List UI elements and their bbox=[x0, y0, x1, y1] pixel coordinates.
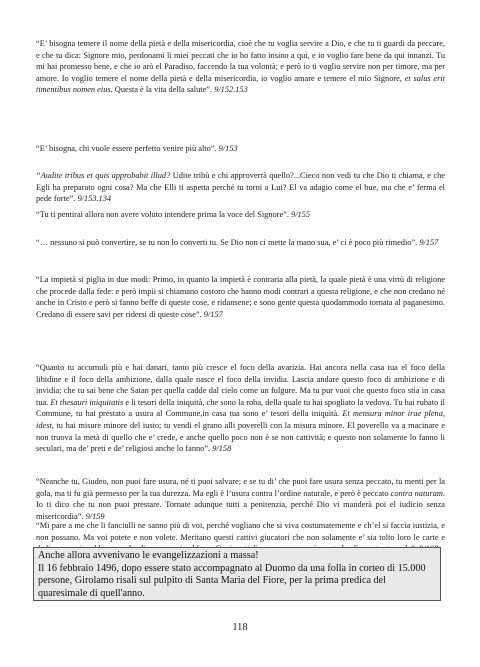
italic-text: Et mensura minor irae plena, idest, bbox=[36, 409, 445, 430]
quote-paragraph bbox=[36, 170, 445, 205]
italic-text: 9/157 bbox=[419, 238, 439, 247]
italic-text: 9/153 bbox=[218, 144, 238, 153]
paragraph-text: “Mi pare a me che li fanciulli ne sanno più di voi, perché vogliano che si viva costumatemente e ch’el si faccia iustizia, e non possano. Ma voi potete e non volete. Meritano questi cattivi giucatori che non solamente e’ sia tolto loro le carte e bbox=[36, 521, 445, 542]
paragraph-text: “Quanto tu accumuli più e hai danari, tanto più cresce el foco della avarizia. Hai ancora nella casa tua el foco della libidine e il foco della ambizione, dalla quale nasce el foco della invidia. Lascia andare questo foco di ambizione e di invidia; che tu sai bene che Satan per quella cadde dal cielo come un fulgure. Ma tu pur vuoi che questo foco stia in casa tua. bbox=[36, 363, 445, 407]
quote-paragraph bbox=[36, 362, 445, 455]
italic-text: 9/152.153 bbox=[214, 85, 248, 95]
quote-paragraph bbox=[36, 274, 445, 320]
italic-text: et salus erit timentibus nomen eius bbox=[36, 73, 446, 95]
paragraph-text: “… nessuno si può convertire, se tu non lo converti tu. Se Dio non ci mette la mano sua, e’ ci è poco più rimedio”. bbox=[36, 238, 420, 247]
paragraph-text: “E’ bisogna temere il nome della pietà e della misericordia, cioè che tu voglia servire a Dio, e che tu ti guardi da peccare, e che tu dica: Signore mio, perdonami li miei peccati che io ho fatto insino a qui, e io voglio fare bene da qui innanzi. Tu mi hai promesso bene, e che io arò el Paradiso, faccendo la tua volontà; e però io ti voglio servire non per timore, ma per amore. Io voglio temere el nome della pietà e della misericordia, io voglio amare e temere el mio Signore, bbox=[36, 39, 445, 83]
box-heading: Anche allora avvenivano le evangelizzazioni a massa! bbox=[38, 550, 259, 561]
italic-text: contra naturam bbox=[390, 488, 443, 498]
quote-paragraph bbox=[36, 237, 445, 249]
box-text: Il 16 febbraio 1496, dopo essere stato accompagnato al Duomo da una folla in corteo di 15.000 persone, Girolamo risalì sul pulpito di Santa Maria del Fiore, per la prima predica del quaresimale di quell'anno. bbox=[38, 562, 426, 599]
italic-text: 9/158 bbox=[212, 444, 232, 454]
paragraph-text: “Tu ti pentirai allora non avere voluto intendere prima la voce del Signore”. bbox=[36, 210, 292, 219]
italic-text: 9/153.134 bbox=[77, 194, 112, 204]
paragraph-text: “Neanche tu, Giudeo, non puoi fare usura, né ti puoi salvare; e se tu di’ che puoi fare usura senza peccato, tu menti per la gola, ma ti fu già permesso per la tua durezza. Ma egli è l’usura contra l’ordine naturale, e però è peccato bbox=[36, 477, 445, 498]
paragraph-text: tu hai misure minore del iusto; tu vendi el grano alli poverelli con la misura minore. El poverello va a macinare e non truova la metà di quello che e’ crede, e anche quello poco non è se non cattività; e questo non solamente lo fanno li seculari, ma de’ preti e de’ religiosi anche lo fanno”. bbox=[36, 420, 445, 454]
paragraph-text: . Io ti dico che tu non puoi prestare. Tornate adunque tutti a penitenzia, perché Dio vi manderà poi el iudicio senza misericordia”. bbox=[36, 488, 445, 521]
italic-text: 9/159 bbox=[85, 511, 105, 521]
page-number: 118 bbox=[232, 622, 248, 633]
quote-paragraph bbox=[36, 476, 445, 522]
quote-paragraph bbox=[36, 38, 445, 96]
paragraph-text: “La impietà si piglia in due modi: Primo, in quanto la impietà è contraria alla pietà, la quale pietà è una virtù di religione che procede dalla fede: e però impii si chiamano costoro che hanno modi contrari a questa religione, e che non credano né anche in Cristo e però si fanno beffe di queste cose, e ridansene; e sono gente questa quodammodo tornata al paganesimo. Credano di essere savi per ridersi di queste cose”. bbox=[36, 275, 445, 319]
paragraph-text: e li tesori della iniquità, che sono la roba, della quale tu hai spogliato la vedova. Tu hai rubato il Commune, tu hai prestato a usura al Commune,in casa tua sono e’ tesori della iniquità. bbox=[36, 397, 445, 419]
paragraph-text: Udite tribù e chi approverrà quello?...Cieco non vedi tu che Dio ti chiama, e che Egli ha preparato ogni cosa? Ma che Elli ti aspetta perché tu torni a Lui? El va adagio come el bue, ma che e’ ferma el pede forte”. bbox=[36, 171, 445, 204]
italic-text: “Audite tribus et quis approbabit illud? bbox=[36, 171, 171, 180]
highlight-box bbox=[33, 547, 441, 601]
paragraph-text: . Questa è la vita della salute”. bbox=[110, 85, 215, 95]
italic-text: Et thesauri iniquitatis bbox=[50, 397, 124, 407]
quote-paragraph bbox=[36, 143, 445, 155]
quote-paragraph bbox=[36, 209, 445, 221]
italic-text: 9/155 bbox=[291, 210, 311, 219]
italic-text: 9/157 bbox=[203, 309, 223, 319]
paragraph-text: “E’ bisogna, chi vuole essere perfetto venire più alto”. bbox=[36, 144, 219, 153]
